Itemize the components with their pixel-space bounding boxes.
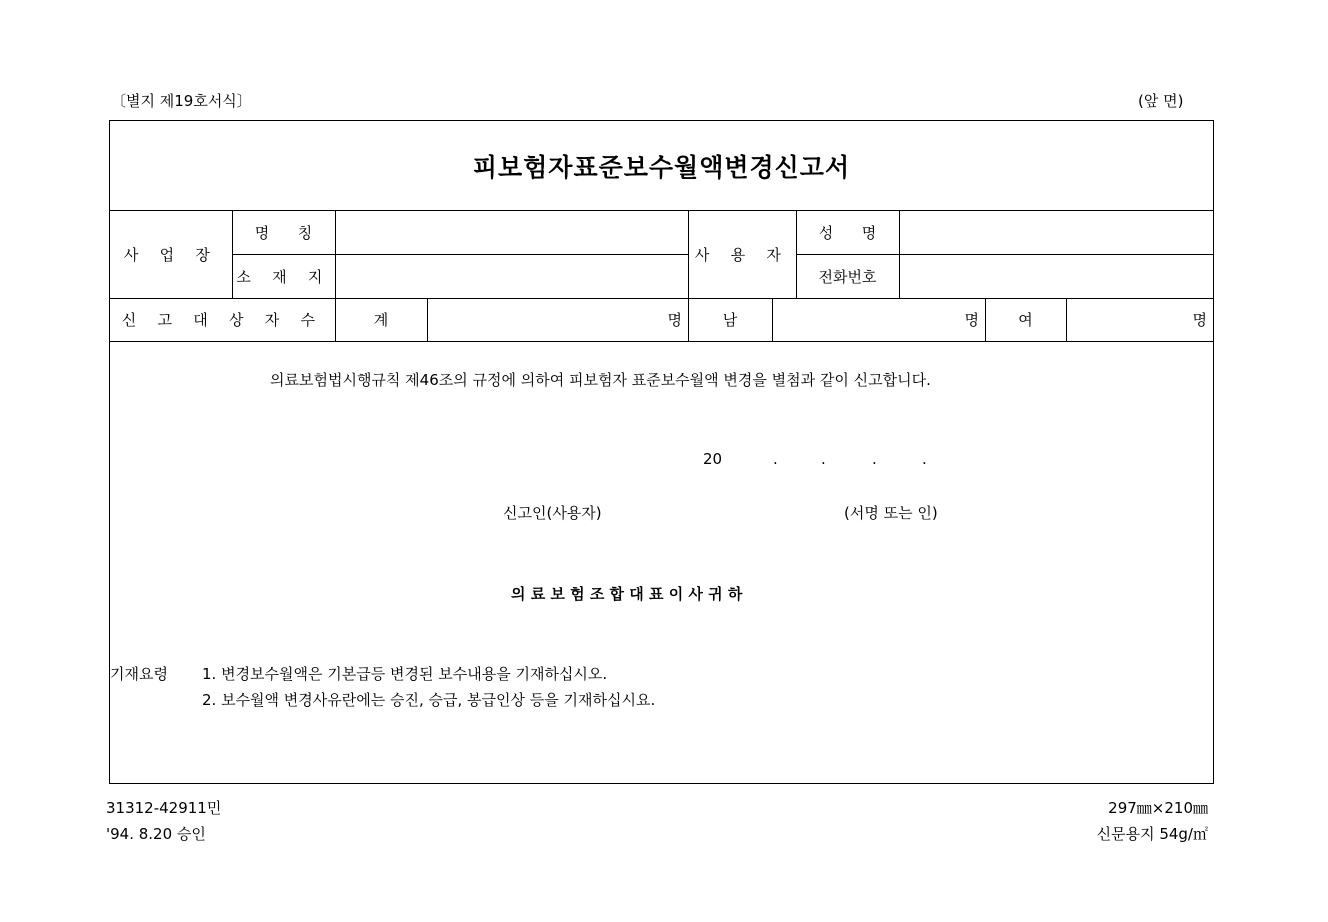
report-count-label: 신 고 대 상 자 수 [121,311,324,329]
approval-date: '94. 8.20 승인 [106,825,206,843]
paper-type: 신문용지 54g/㎡ [1096,825,1208,843]
reporter-label: 신고인(사용자) [503,504,602,522]
form-title: 피보험자표준보수월액변경신고서 [472,152,851,182]
page-side-label: (앞 면) [1138,92,1184,110]
instructions-label: 기재요령 [110,665,168,683]
male-count-field[interactable]: 명 [964,311,979,329]
total-label: 계 [373,311,389,329]
date-dot: . [821,450,826,468]
employer-name-field[interactable] [899,210,1213,254]
instruction-item: 2. 보수월액 변경사유란에는 승진, 승급, 봉급인상 등을 기재하십시요. [202,691,656,709]
signature-label: (서명 또는 인) [844,504,938,522]
workplace-address-field[interactable] [335,254,688,298]
statement-text: 의료보험법시행규칙 제46조의 규정에 의하여 피보험자 표준보수월액 변경을 별첨과 같이 신고합니다. [270,371,931,389]
divider [110,341,1213,342]
workplace-label: 사 업 장 [123,245,219,264]
employer-phone-label: 전화번호 [818,267,877,286]
employer-name-label: 성 명 [818,223,877,242]
employer-label: 사 용 자 [694,245,790,264]
male-label: 남 [722,311,738,329]
female-count-field[interactable]: 명 [1192,311,1207,329]
form-box [109,120,1214,784]
date-dot: . [773,450,778,468]
paper-size: 297㎜×210㎜ [1108,799,1208,817]
form-number: 〔별지 제19호서식〕 [111,92,252,110]
date-year-prefix: 20 [703,450,723,468]
female-label: 여 [1018,311,1033,329]
workplace-address-label: 소 재 지 [236,267,331,286]
date-dot: . [872,450,877,468]
employer-phone-field[interactable] [899,254,1213,298]
instruction-item: 1. 변경보수월액은 기본급등 변경된 보수내용을 기재하십시오. [202,665,608,683]
recipient-text: 의 료 보 험 조 합 대 표 이 사 귀 하 [511,585,743,603]
workplace-name-label: 명 칭 [254,223,313,242]
total-count-field[interactable]: 명 [667,311,682,329]
workplace-name-field[interactable] [335,210,688,254]
form-code: 31312-42911민 [106,799,222,817]
date-dot: . [922,450,927,468]
